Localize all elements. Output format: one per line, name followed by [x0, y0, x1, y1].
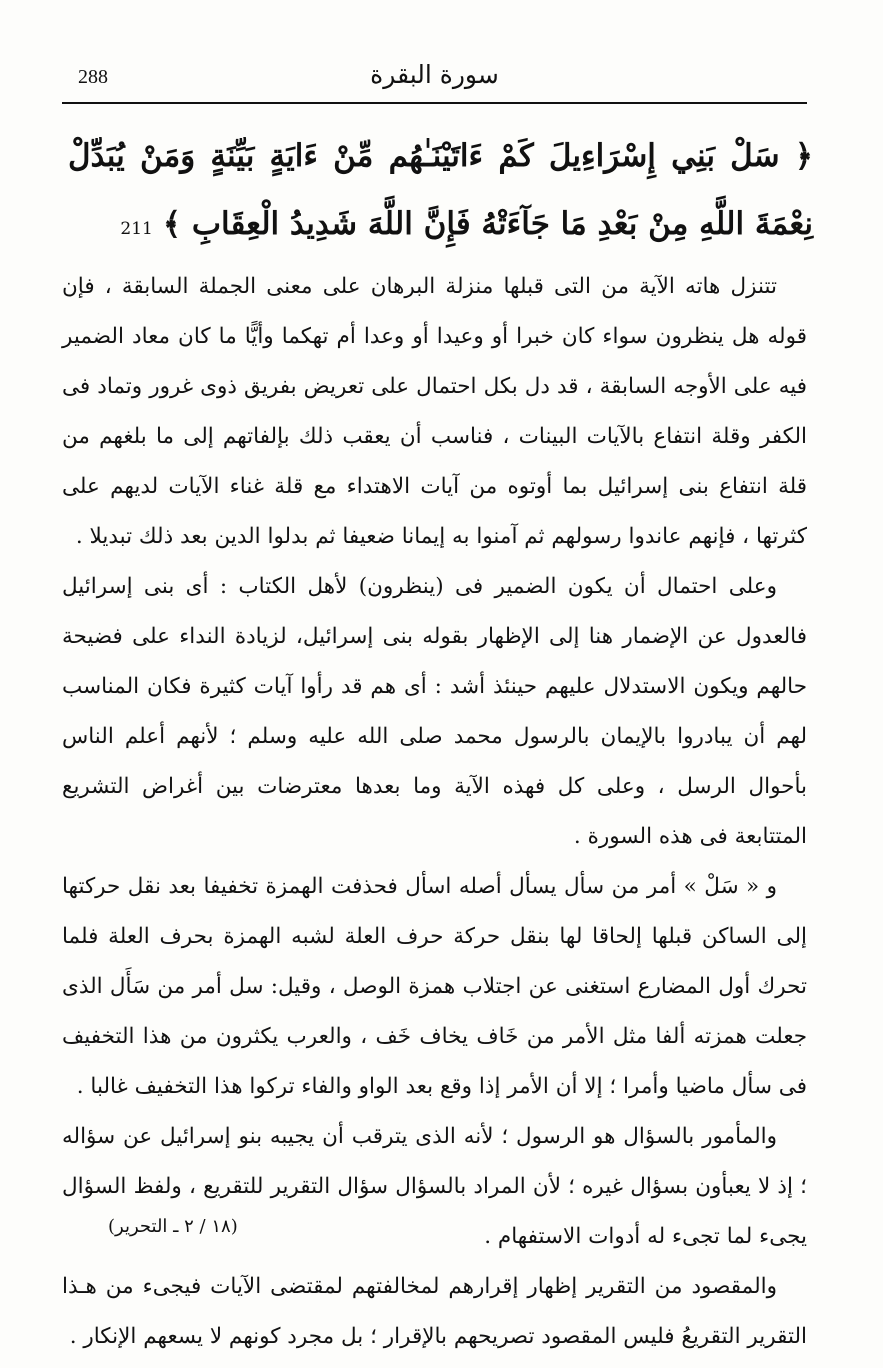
- paragraph: والمقصود من التقرير إظهار إقرارهم لمخالفتهم لمقتضى الآيات فيجىء من هـذا التقرير التقريعُ فليس المقصود تصريحهم بالإقرار ؛ بل مجرد كونهم لا يسعهم الإنكار .: [62, 1274, 807, 1349]
- page-header: [62, 52, 807, 104]
- paragraph: والمأمور بالسؤال هو الرسول ؛ لأنه الذى يترقب أن يجيبه بنو إسرائيل عن سؤاله ؛ إذ لا يعبأون بسؤال غيره ؛ لأن المراد بالسؤال سؤال التقرير للتقريع ، ولفظ السؤال يجىء لما تجىء له أدوات الاستفهام .: [62, 1124, 807, 1249]
- printer-signature: (١٨ / ٢ ـ التحرير): [108, 1216, 238, 1237]
- paragraph: و « سَلْ » أمر من سأل يسأل أصله اسأل فحذفت الهمزة تخفيفا بعد نقل حركتها إلى الساكن قبلها إلحاقا لها بنقل حركة حرف العلة لشبه الهمزة بحرف العلة فلما تحرك أول المضارع استغنى عن اجتلاب همزة الوصل ، وقيل: سل أمر من سَأَل الذى جعلت همزته ألفا مثل الأمر من خَاف يخاف خَف ، والعرب يكثرون من هذا التخفيف فى سأل ماضيا وأمرا ؛ إلا أن الأمر إذا وقع بعد الواو والفاء تركوا هذا التخفيف غالبا .: [62, 874, 807, 1099]
- verse-text: ﴿ سَلْ بَنِي إِسْرَاءِيلَ كَمْ ءَاتَيْنَـٰهُم مِّنْ ءَايَةٍ بَيِّنَةٍ وَمَنْ يُبَدِّلْ نِعْمَةَ اللَّهِ مِنْ بَعْدِ مَا جَآءَتْهُ فَإِنَّ اللَّهَ شَدِيدُ الْعِقَابِ ﴾: [68, 138, 813, 242]
- quran-verse: [68, 122, 813, 263]
- verse-number: 211: [120, 219, 153, 239]
- commentary-body: [62, 262, 807, 1362]
- page-number: 288: [78, 66, 108, 88]
- running-title: سورة البقرة: [370, 60, 499, 89]
- paragraph: وعلى احتمال أن يكون الضمير فى (ينظرون) لأهل الكتاب : أى بنى إسرائيل فالعدول عن الإضمار هنا إلى الإظهار بقوله بنى إسرائيل، لزيادة النداء على فضيحة حالهم ويكون الاستدلال عليهم حينئذ أشد : أى هم قد رأوا آيات كثيرة فكان المناسب لهم أن يبادروا بالإيمان بالرسول محمد صلى الله عليه وسلم ؛ لأنهم أعلم الناس بأحوال الرسل ، وعلى كل فهذه الآية وما بعدها معترضات بين أغراض التشريع المتتابعة فى هذه السورة .: [62, 574, 807, 849]
- paragraph: تتنزل هاته الآية من التى قبلها منزلة البرهان على معنى الجملة السابقة ، فإن قوله هل ينظرون سواء كان خبرا أو وعيدا أو وعدا أم تهكما وأيًّا ما كان معاد الضمير فيه على الأوجه السابقة ، قد دل بكل احتمال على تعريض بفريق ذوى غرور وتماد فى الكفر وقلة انتفاع بالآيات البينات ، فناسب أن يعقب ذلك بإلفاتهم إلى ما بلغهم من قلة انتفاع بنى إسرائيل بما أوتوه من آيات الاهتداء مع قلة غناء الآيات لديهم على كثرتها ، فإنهم عاندوا رسولهم ثم آمنوا به إيمانا ضعيفا ثم بدلوا الدين بعد ذلك تبديلا .: [62, 274, 807, 549]
